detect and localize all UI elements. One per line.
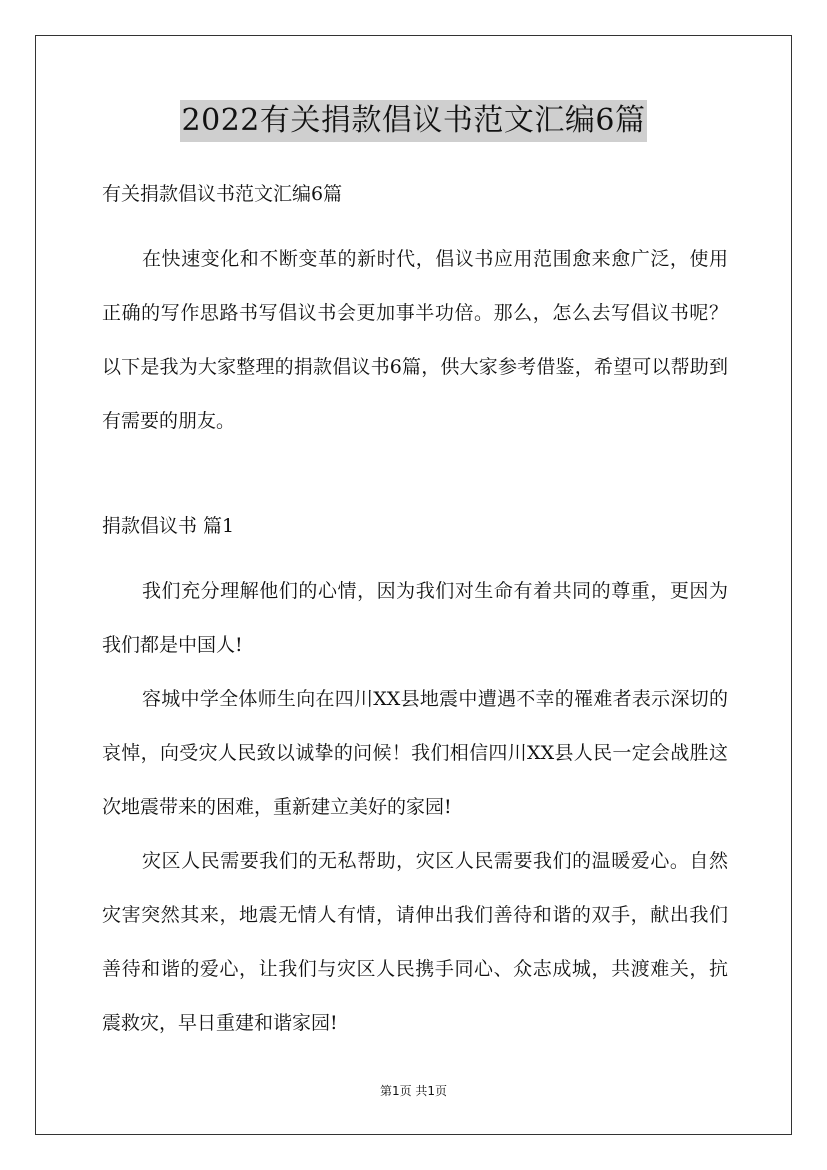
- intro-paragraph: 在快速变化和不断变革的新时代，倡议书应用范围愈来愈广泛，使用正确的写作思路书写倡议书会更加事半功倍。那么，怎么去写倡议书呢？以下是我为大家整理的捐款倡议书6篇，供大家参考借鉴，希望可以帮助到有需要的朋友。: [102, 248, 728, 432]
- body-paragraph-3: 灾区人民需要我们的无私帮助，灾区人民需要我们的温暖爱心。自然灾害突然其来，地震无情人有情，请伸出我们善待和谐的双手，献出我们善待和谐的爱心，让我们与灾区人民携手同心、众志成城，共渡难关，抗震救灾，早日重建和谐家园!: [102, 850, 728, 1034]
- document-subtitle: 有关捐款倡议书范文汇编6篇: [102, 183, 343, 205]
- section-heading: 捐款倡议书 篇1: [102, 515, 235, 537]
- body-paragraph-1: 我们充分理解他们的心情，因为我们对生命有着共同的尊重，更因为我们都是中国人!: [102, 580, 728, 656]
- document-title: 2022有关捐款倡议书范文汇编6篇: [180, 100, 648, 142]
- body-paragraph-2: 容城中学全体师生向在四川XX县地震中遭遇不幸的罹难者表示深切的哀悼，向受灾人民致以诚挚的问候！我们相信四川XX县人民一定会战胜这次地震带来的困难，重新建立美好的家园!: [102, 688, 728, 818]
- page-footer: 第1页 共1页: [379, 1084, 448, 1098]
- document-body: [102, 172, 728, 1050]
- title-container: [0, 100, 827, 142]
